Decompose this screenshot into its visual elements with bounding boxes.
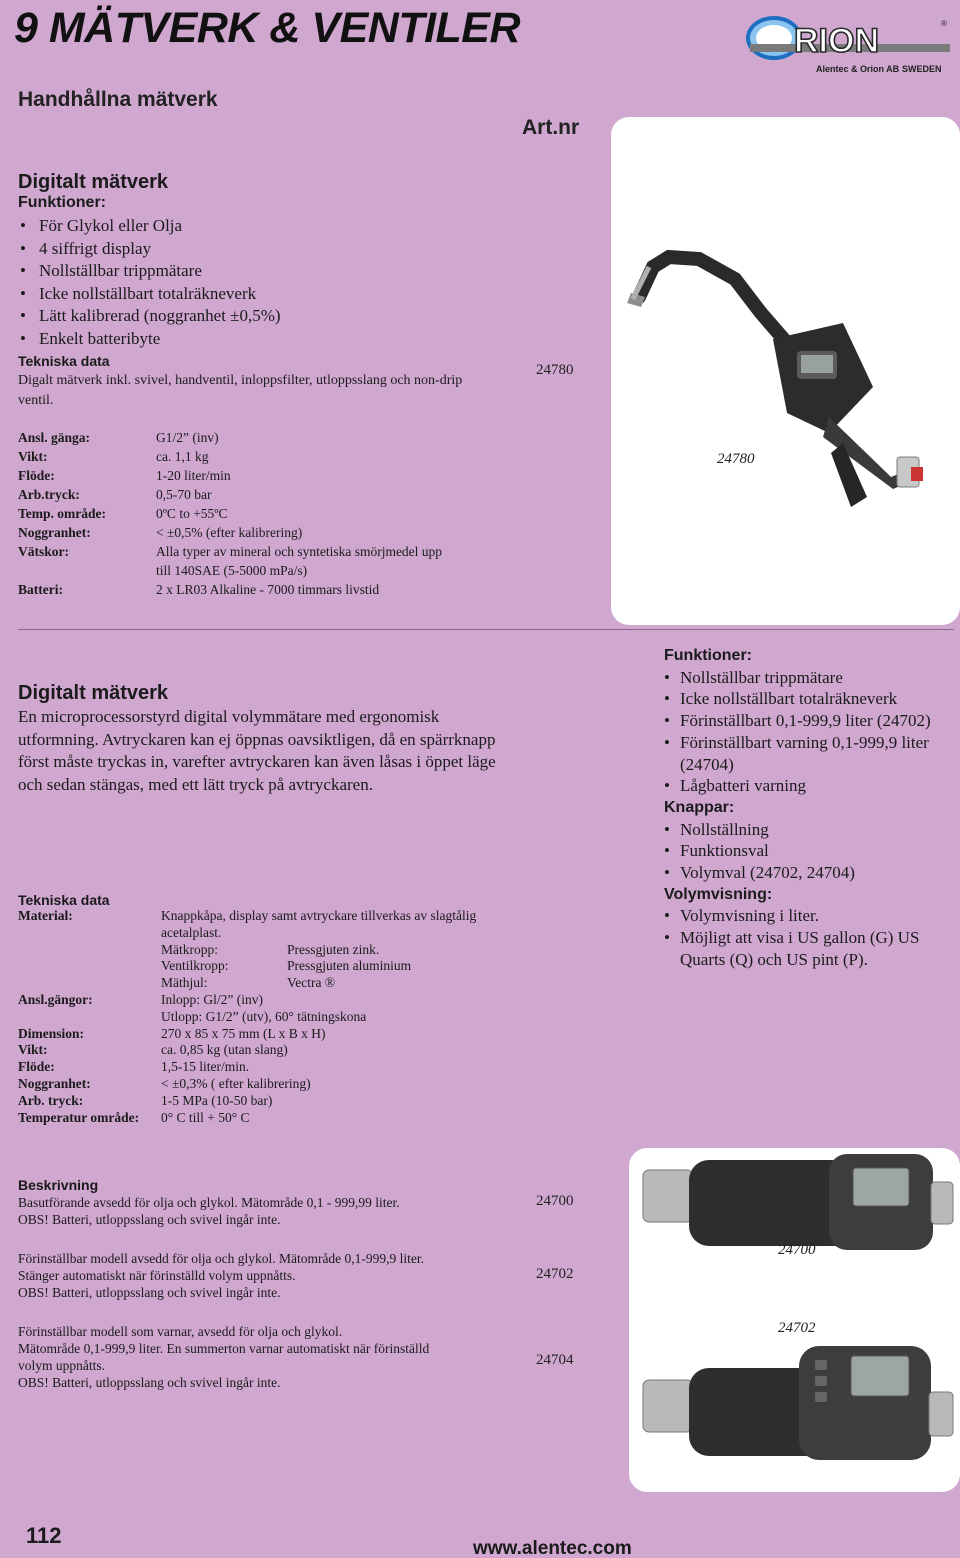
knappar-label: Knappar: (664, 798, 735, 816)
description-24702: Förinställbar modell avsedd för olja och glykol. Mätområde 0,1-999,9 liter. Stänger automatiskt när förinställd volym uppnåtts. OBS! Batteri, utloppsslang och svivel ingår inte. (18, 1251, 425, 1300)
svg-text:®: ® (941, 19, 947, 28)
product-photo-24700-24702 (629, 1148, 960, 1492)
spec-row: Flöde: 1,5-15 liter/min. (18, 1059, 250, 1075)
funktioner-list (664, 667, 944, 797)
volymvisning-label: Volymvisning: (664, 885, 773, 903)
block2-spec-table (18, 908, 481, 1126)
svg-text:SWEDEN: SWEDEN (902, 64, 942, 74)
art-number-24700: 24700 (536, 1193, 574, 1209)
spec-row: Vikt: ca. 0,85 kg (utan slang) (18, 1042, 288, 1058)
block2-title: Digitalt mätverk (18, 682, 169, 704)
spec-row: Temp. område: 0ºC to +55ºC (18, 506, 228, 521)
photo-caption: 24780 (717, 451, 755, 467)
list-item: • Nollställbar trippmätare (18, 260, 281, 283)
block2-right-column (664, 645, 944, 971)
chapter-title: 9 MÄTVERK & VENTILER (14, 4, 521, 52)
list-item: • För Glykol eller Olja (18, 215, 281, 238)
orion-logo (742, 10, 954, 82)
list-item: • Volymval (24702, 24704) (664, 862, 944, 884)
spec-row: Noggranhet: < ±0,5% (efter kalibrering) (18, 525, 303, 540)
list-item: • Nollställning (664, 819, 944, 841)
art-number-24704: 24704 (536, 1352, 574, 1368)
block1-feature-list (18, 215, 281, 351)
list-item: • Nollställbar trippmätare (664, 667, 944, 689)
volymvisning-list (664, 905, 944, 970)
artnr-heading: Art.nr (522, 116, 580, 139)
list-item: • 4 siffrigt display (18, 238, 281, 261)
section-subtitle: Handhållna mätverk (18, 88, 218, 111)
list-item: • Förinställbart varning 0,1-999,9 liter (24704) (664, 732, 944, 775)
block2-tekniska-label: Tekniska data (18, 892, 110, 908)
spec-row: Arb. tryck: 1-5 MPa (10-50 bar) (18, 1092, 273, 1108)
spec-row: Dimension: 270 x 85 x 75 mm (L x B x H) (18, 1025, 326, 1041)
list-item: • Lågbatteri varning (664, 775, 944, 797)
list-item: • Möjligt att visa i US gallon (G) US Quarts (Q) och US pint (P). (664, 927, 944, 970)
knappar-list (664, 819, 944, 884)
art-number-24702: 24702 (536, 1266, 574, 1282)
block1-art-number: 24780 (536, 362, 574, 378)
product-photo-24780 (611, 117, 960, 625)
spec-row: Ansl.gängor: Inlopp: Gl/2” (inv) (18, 991, 263, 1007)
spec-row: Noggranhet: < ±0,3% ( efter kalibrering) (18, 1075, 311, 1091)
spec-row: till 140SAE (5-5000 mPa/s) (156, 563, 308, 578)
block2-intro: En microprocessorstyrd digital volymmätare med ergonomisk utformning. Avtryckaren kan ej öppnas oavsiktligen, då en spärrknapp först måste tryckas in, varefter avtryckaren kan även låsas i öppet läge och sedan stängas, med ett lätt tryck på avtryckaren. (18, 707, 496, 794)
block1-spec-table (18, 428, 496, 599)
list-item: • Volymvisning i liter. (664, 905, 944, 927)
list-item: • Icke nollställbart totalräkneverk (664, 688, 944, 710)
svg-text:RION: RION (794, 22, 879, 60)
list-item: • Icke nollställbart totalräkneverk (18, 283, 281, 306)
photo-caption: 24700 (778, 1242, 816, 1258)
spec-row: Batteri: 2 x LR03 Alkaline - 7000 timmars livstid (18, 582, 380, 597)
list-item: • Förinställbart 0,1-999,9 liter (24702) (664, 710, 944, 732)
spec-row: Arb.tryck: 0,5-70 bar (18, 487, 212, 502)
spec-row: Material: Knappkåpa, display samt avtryckare tillverkas av slagtålig acetalplast. Mätkropp: Pressgjuten zink. Ventilkropp: Pressgjuten aluminium Mäthjul: Vectra ® (18, 908, 477, 991)
spec-row: Vätskor: Alla typer av mineral och syntetiska smörjmedel upp (18, 544, 443, 559)
list-item: • Funktionsval (664, 840, 944, 862)
block1-description: Digalt mätverk inkl. svivel, handventil, inloppsfilter, utloppsslang och non-drip ventil. (18, 373, 463, 408)
description-24700: Basutförande avsedd för olja och glykol. Mätområde 0,1 - 999,99 liter. OBS! Batteri, utloppsslang och svivel ingår inte. (18, 1195, 400, 1227)
beskrivning-label: Beskrivning (18, 1177, 99, 1193)
website-link[interactable]: www.alentec.com (473, 1538, 632, 1558)
page-number: 112 (26, 1523, 62, 1548)
svg-text:Alentec & Orion AB: Alentec & Orion AB (816, 64, 900, 74)
description-24704: Förinställbar modell som varnar, avsedd för olja och glykol. Mätområde 0,1-999,9 liter. En summerton varnar automatiskt när förinställd volym uppnåtts. OBS! Batteri, utloppsslang och svivel ingår inte. (18, 1324, 430, 1390)
list-item: • Enkelt batteribyte (18, 328, 281, 351)
spec-row: Ansl. gänga: G1/2” (inv) (18, 430, 219, 445)
spec-row: Temperatur område: 0° C till + 50° C (18, 1109, 250, 1125)
photo-caption: 24702 (778, 1320, 816, 1336)
block1-title: Digitalt mätverk (18, 171, 169, 193)
spec-row: Flöde: 1-20 liter/min (18, 468, 231, 483)
spec-row: Vikt: ca. 1,1 kg (18, 449, 209, 464)
section-divider (18, 629, 954, 630)
list-item: • Lätt kalibrerad (noggranhet ±0,5%) (18, 305, 281, 328)
block1-funktioner-label: Funktioner: (18, 194, 106, 211)
nozzle-meter-illustration (611, 117, 960, 625)
funktioner-label: Funktioner: (664, 647, 752, 664)
spec-row: Utlopp: G1/2” (utv), 60° tätningskona (161, 1008, 367, 1024)
block1-tekniska-label: Tekniska data (18, 353, 110, 369)
